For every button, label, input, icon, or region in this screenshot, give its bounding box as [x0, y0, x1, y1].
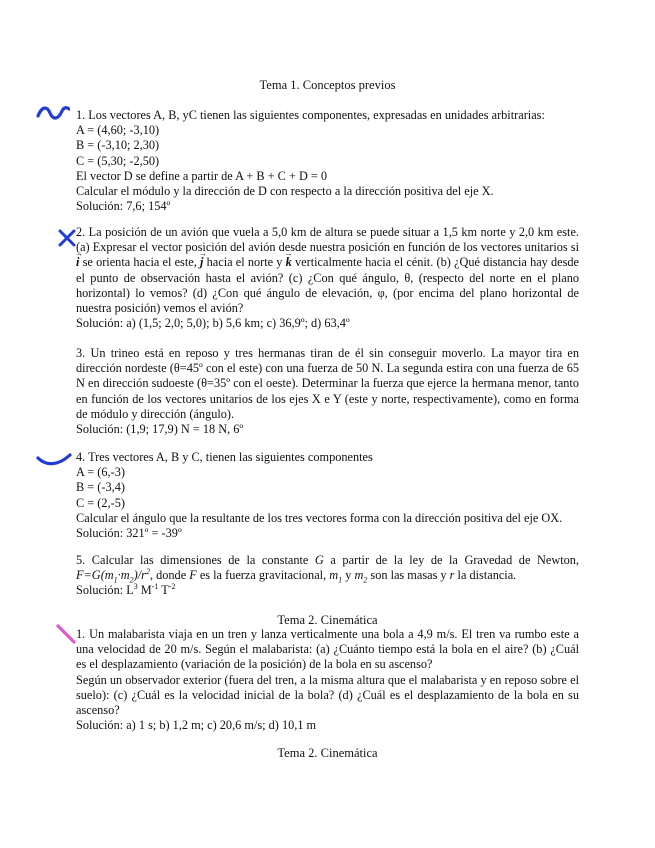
problem-tema2-1-text: 1. Un malabarista viaja en un tren y lanza verticalmente una bola a 4,9 m/s. El tren va rumbo este a una velocidad de 20 m/s. Según el malabarista: (a) ¿Cuánto tiempo está la bola en el aire? (b) ¿Cuál es el desplazamiento (variación de la posición) de la bola en su ascenso? [76, 627, 579, 672]
vector-c: C = (5,30; -2,50) [76, 153, 160, 168]
wave-mark-icon [36, 104, 70, 122]
problem-5 [76, 553, 579, 599]
vector-a-4: A = (6,-3) [76, 465, 125, 480]
heading-tema-1: Tema 1. Conceptos previos [259, 78, 396, 92]
problem-2-solution: Solución: a) (1,5; 2,0; 5,0); b) 5,6 km; c) 36,9º; d) 63,4º [76, 316, 350, 331]
problem-2 [76, 225, 579, 331]
problem-5-solution: Solución: $L^3$ $M^{-1}$ $T^{-2}$ [76, 582, 176, 598]
problem-3 [76, 346, 579, 437]
vector-a: A = (4,60; -3,10) [76, 123, 160, 138]
problem-tema2-1-solution: Solución: a) 1 s; b) 1,2 m; c) 20,6 m/s; d) 10,1 m [76, 718, 317, 733]
cross-mark-icon [57, 228, 77, 248]
problem-4 [76, 450, 579, 541]
vector-c-4: C = (2,-5) [76, 495, 125, 510]
problem-4-solution: Solución: 321º = -39º [76, 526, 182, 541]
problem-4-intro: 4. Tres vectores A, B y C, tienen las siguientes componentes [76, 450, 373, 464]
vector-b: B = (-3,10; 2,30) [76, 138, 160, 153]
arc-mark-icon [36, 452, 72, 470]
problem-tema2-1 [76, 627, 579, 733]
heading-tema-2-repeat: Tema 2. Cinemática [277, 746, 378, 760]
problem-1-question: Calcular el módulo y la dirección de D con respecto a la dirección positiva del eje X. [76, 184, 494, 199]
problem-1 [76, 108, 579, 214]
heading-tema-2: Tema 2. Cinemática [277, 613, 378, 627]
problem-4-question: Calcular el ángulo que la resultante de los tres vectores forma con la dirección positiva del eje OX. [76, 510, 563, 525]
problem-2-text: 2. La posición de un avión que vuela a 5,0 km de altura se puede situar a 1,5 km norte y 2,0 km este. (a) Expresar el vector posición del avión desde nuestra posición en función de los vectores unitarios si → i se orienta hacia el este, → j hacia el norte y → k verticalmente hacia el cénit. (b) ¿Qué distancia hay desde el punto de observación hasta el avión? (c) ¿Con qué ángulo, θ, (respecto del norte en el plano horizontal) lo vemos? (d) ¿Con qué ángulo de elevación, φ, (por encima del plano horizontal de nuestra posición) vemos el avión? [76, 225, 579, 316]
vector-b-4: B = (-3,4) [76, 480, 125, 495]
vector-d-definition: El vector D se define a partir de A + B + C + D = 0 [76, 168, 328, 183]
problem-1-intro: 1. Los vectores A, B, yC tienen las siguientes componentes, expresadas en unidades arbitrarias: [76, 108, 545, 122]
problem-1-solution: Solución: 7,6; 154º [76, 199, 171, 214]
problem-3-solution: Solución: (1,9; 17,9) N = 18 N, 6º [76, 422, 244, 437]
problem-tema2-1-text2: Según un observador exterior (fuera del tren, a la misma altura que el malabarista y en reposo sobre el suelo): (c) ¿Cuál es la velocidad inicial de la bola? (d) ¿Cuál es el desplazamiento de la bola en su ascenso? [76, 672, 579, 718]
slash-mark-icon [55, 623, 77, 645]
problem-5-text: 5. Calcular las dimensiones de la constante G a partir de la ley de la Gravedad de Newton, $F=G(m_1\cdot m_2)/r^2$, donde F es la fuerza gravitacional, $m_1$ y $m_2$ son las masas y r la distancia. [76, 553, 579, 585]
problem-3-text: 3. Un trineo está en reposo y tres hermanas tiran de él sin conseguir moverlo. La mayor tira en dirección nordeste (θ=45º con el este) con una fuerza de 50 N. La segunda estira con una fuerza de 65 N en dirección sudoeste (θ=35º con el oeste). Determinar la fuerza que ejerce la hermana menor, tanto en función de los vectores unitarios de los ejes X e Y (este y norte, respectivamente), como en forma de módulo y dirección (ángulo). [76, 346, 579, 421]
